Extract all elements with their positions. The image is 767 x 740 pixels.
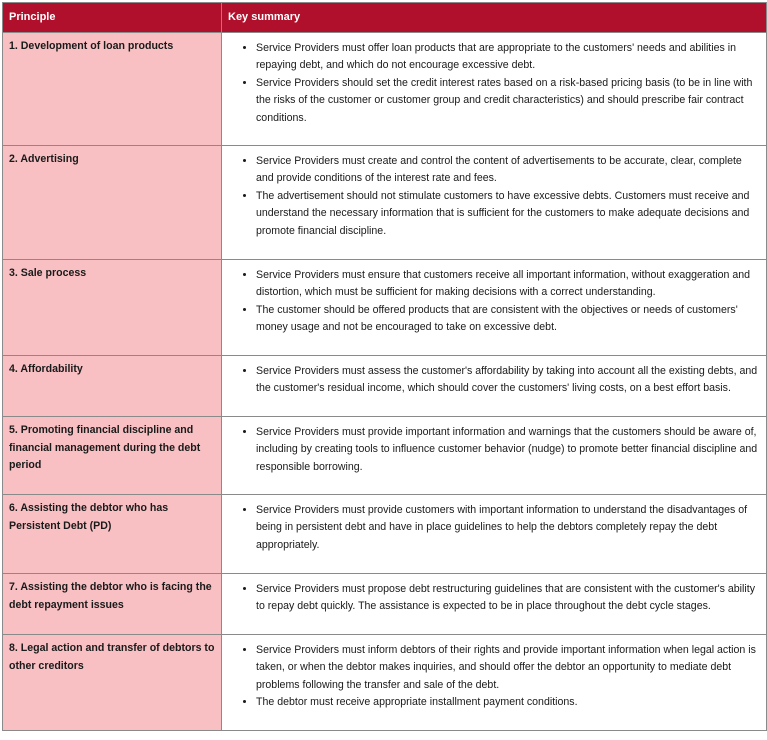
principle-cell: 1. Development of loan products	[3, 33, 222, 146]
table-row	[3, 356, 767, 417]
summary-list	[224, 153, 758, 240]
summary-bullet: • Service Providers must provide customers with important information to understand the disadvantages of being in persistent debt and have in place guidelines to help the debtors completely repay the debt appropriately.	[256, 502, 758, 554]
table-row	[3, 417, 767, 495]
header-key-summary: Key summary	[222, 3, 767, 33]
summary-bullet: • Service Providers must create and control the content of advertisements to be accurate, clear, complete and provide conditions of the interest rate and fees.	[256, 153, 758, 188]
principle-cell: 5. Promoting financial discipline and financial management during the debt period	[3, 417, 222, 495]
table-row	[3, 260, 767, 356]
table-row	[3, 33, 767, 146]
summary-list	[224, 424, 758, 476]
summary-bullet: • Service Providers must provide important information and warnings that the customers should be aware of, including by creating tools to influence customer behavior (nudge) to promote better financial discipline and responsible borrowing.	[256, 424, 758, 476]
summary-cell	[222, 635, 767, 731]
principle-cell: 6. Assisting the debtor who has Persistent Debt (PD)	[3, 495, 222, 574]
summary-list	[224, 267, 758, 337]
summary-bullet: • Service Providers should set the credit interest rates based on a risk-based pricing basis (to be in line with the risks of the customer or customer group and credit characteristics) and should prescribe fair contract conditions.	[256, 75, 758, 127]
table-row	[3, 635, 767, 731]
summary-bullet: • The advertisement should not stimulate customers to have excessive debts. Customers must receive and understand the necessary information that is sufficient for the customers to make adequate decisions and promote financial discipline.	[256, 188, 758, 240]
table-row	[3, 495, 767, 574]
summary-list	[224, 502, 758, 554]
summary-list	[224, 40, 758, 127]
header-principle: Principle	[3, 3, 222, 33]
principles-table	[2, 2, 767, 731]
summary-list	[224, 363, 758, 398]
summary-cell	[222, 260, 767, 356]
summary-bullet: • The debtor must receive appropriate installment payment conditions.	[256, 694, 758, 711]
summary-cell	[222, 417, 767, 495]
summary-bullet: • Service Providers must propose debt restructuring guidelines that are consistent with the customer's ability to repay debt quickly. The assistance is expected to be in place throughout the debt cycle stages.	[256, 581, 758, 616]
principle-cell: 4. Affordability	[3, 356, 222, 417]
summary-cell	[222, 33, 767, 146]
table-row	[3, 574, 767, 635]
summary-bullet: • The customer should be offered products that are consistent with the objectives or needs of customers' money usage and not be encouraged to take on excessive debt.	[256, 302, 758, 337]
summary-cell	[222, 356, 767, 417]
summary-cell	[222, 146, 767, 260]
table-header	[3, 3, 767, 33]
principle-cell: 2. Advertising	[3, 146, 222, 260]
summary-cell	[222, 574, 767, 635]
summary-bullet: • Service Providers must offer loan products that are appropriate to the customers' needs and abilities in repaying debt, and which do not encourage excessive debt.	[256, 40, 758, 75]
summary-cell	[222, 495, 767, 574]
principle-cell: 8. Legal action and transfer of debtors to other creditors	[3, 635, 222, 731]
principle-cell: 3. Sale process	[3, 260, 222, 356]
header-row	[3, 3, 767, 33]
table-body	[3, 33, 767, 731]
summary-list	[224, 642, 758, 712]
summary-bullet: • Service Providers must inform debtors of their rights and provide important information when legal action is taken, or when the debtor makes inquiries, and should offer the debtor an opportunity to mediate debt problems following the transfer and sale of the debt.	[256, 642, 758, 694]
summary-list	[224, 581, 758, 616]
summary-bullet: • Service Providers must ensure that customers receive all important information, without exaggeration and distortion, which must be sufficient for making decisions with a correct understanding.	[256, 267, 758, 302]
summary-bullet: • Service Providers must assess the customer's affordability by taking into account all the existing debts, and the customer's residual income, which should cover the customers' living costs, on a best effort basis.	[256, 363, 758, 398]
principle-cell: 7. Assisting the debtor who is facing the debt repayment issues	[3, 574, 222, 635]
table-row	[3, 146, 767, 260]
